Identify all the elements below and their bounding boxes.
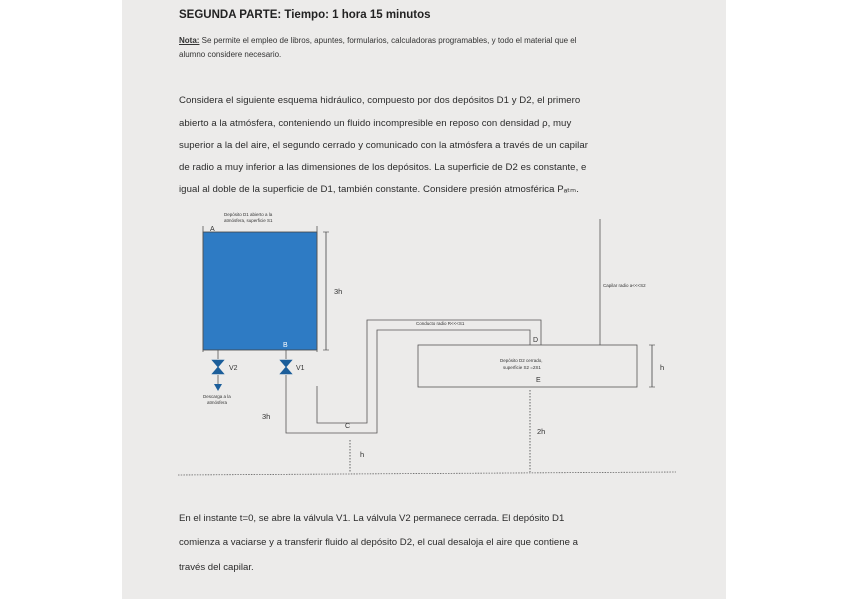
valve-v1-label: V1 <box>296 365 305 372</box>
conduit-inner <box>317 320 541 423</box>
label-c: C <box>345 423 351 430</box>
problem-line-4: de radio a muy inferior a las dimensiones de los depósitos. La superficie de D2 es constante, e <box>179 162 587 173</box>
d1-caption-2: atmósfera, superficie S1 <box>224 218 273 223</box>
discharge-arrow-icon <box>214 384 222 391</box>
conduit-outer <box>286 330 530 433</box>
conclusion-line-3: través del capilar. <box>179 562 254 573</box>
valve-v2-label: V2 <box>229 365 238 372</box>
conclusion-line-2: comienza a vaciarse y a transferir fluido al depósito D2, el cual desaloja el aire que contiene a <box>179 537 578 548</box>
conclusion-line-1: En el instante t=0, se abre la válvula V1. La válvula V2 permanece cerrada. El depósito D1 <box>179 513 565 524</box>
conduit-label: Conducto radio R<<<S1 <box>416 321 465 326</box>
dim-3h-d1-label: 3h <box>334 287 343 296</box>
d1-water <box>203 232 317 350</box>
note-label: Nota: <box>179 36 200 45</box>
capillary-label: Capilar radio a<<<S2 <box>603 283 646 288</box>
problem-line-5: igual al doble de la superficie de D1, también constante. Considere presión atmosférica Pₐₜₘ. <box>179 184 579 195</box>
dim-h-bottom-label: h <box>360 450 365 459</box>
label-e: E <box>536 377 541 384</box>
dim-3h-pipe-label: 3h <box>262 412 271 421</box>
discharge-label-2: atmósfera <box>207 400 228 405</box>
ground-reference-line <box>178 472 676 475</box>
discharge-label-1: Descarga a la <box>203 394 231 399</box>
valve-v2-icon <box>212 360 224 374</box>
dim-2h-label: 2h <box>537 427 546 436</box>
section-heading: SEGUNDA PARTE: Tiempo: 1 hora 15 minutos <box>179 9 431 21</box>
label-b: B <box>283 342 288 349</box>
valve-v1-icon <box>280 360 292 374</box>
problem-line-3: superior a la del aire, el segundo cerrado y comunicado con la atmósfera a través de un capilar <box>179 140 588 151</box>
note-text-continued: alumno considere necesario. <box>179 50 282 59</box>
d2-caption-2: superficie S2 =2S1 <box>503 365 541 370</box>
dim-h-d2-label: h <box>660 363 665 372</box>
problem-line-2: abierto a la atmósfera, conteniendo un fluido incompresible en reposo con densidad ρ, muy <box>179 118 572 129</box>
d1-caption-1: Depósito D1 abierto a la <box>224 212 273 217</box>
d2-caption-1: Depósito D2 cerrado, <box>500 358 543 363</box>
label-a: A <box>210 226 215 233</box>
note-text: Se permite el empleo de libros, apuntes, formularios, calculadoras programables, y todo el material que el <box>199 36 577 45</box>
label-d: D <box>533 337 539 344</box>
problem-line-1: Considera el siguiente esquema hidráulico, compuesto por dos depósitos D1 y D2, el primero <box>179 95 581 106</box>
